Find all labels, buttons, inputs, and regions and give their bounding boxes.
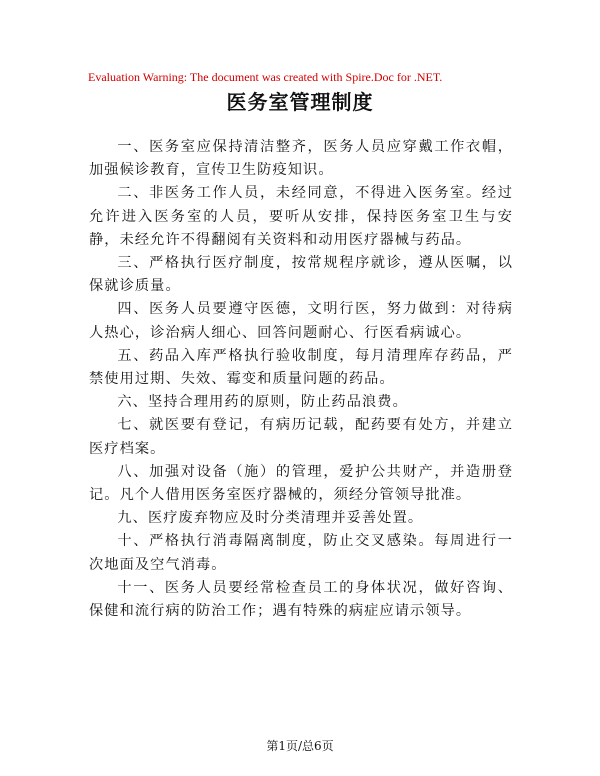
paragraph-11: 十一、医务人员要经常检查员工的身体状况，做好咨询、保健和流行病的防治工作；遇有特殊的病症应请示领导。 <box>89 579 513 620</box>
paragraph-3: 三、严格执行医疗制度，按常规程序就诊，遵从医嘱，以保就诊质量。 <box>89 255 513 295</box>
paragraph-10: 十、严格执行消毒隔离制度，防止交叉感染。每周进行一次地面及空气消毒。 <box>89 533 513 573</box>
paragraph-7: 七、就医要有登记，有病历记载，配药要有处方，并建立医疗档案。 <box>89 417 513 457</box>
document-body <box>89 136 513 623</box>
paragraph-6: 六、坚持合理用药的原则，防止药品浪费。 <box>117 394 408 411</box>
paragraph-2: 二、非医务工作人员，未经同意，不得进入医务室。经过允许进入医务室的人员，要听从安排，保持医务室卫生与安静，未经允许不得翻阅有关资料和动用医疗器械与药品。 <box>89 185 513 248</box>
evaluation-warning: Evaluation Warning: The document was created with Spire.Doc for .NET. <box>88 70 443 84</box>
paragraph-5: 五、药品入库严格执行验收制度，每月清理库存药品，严禁使用过期、失效、霉变和质量问题的药品。 <box>89 347 513 388</box>
document-title: 医务室管理制度 <box>226 90 374 114</box>
paragraph-4: 四、医务人员要遵守医德，文明行医，努力做到：对待病人热心，诊治病人细心、回答问题耐心、行医看病诚心。 <box>89 301 513 341</box>
paragraph-8: 八、加强对设备（施）的管理，爱护公共财产，并造册登记。凡个人借用医务室医疗器械的，须经分管领导批准。 <box>89 463 513 504</box>
paragraph-9: 九、医疗废弃物应及时分类清理并妥善处置。 <box>117 510 424 527</box>
page-number-footer: 第1页/总6页 <box>266 739 334 753</box>
paragraph-1: 一、医务室应保持清洁整齐，医务人员应穿戴工作衣帽，加强候诊教育，宣传卫生防疫知识。 <box>89 139 513 179</box>
